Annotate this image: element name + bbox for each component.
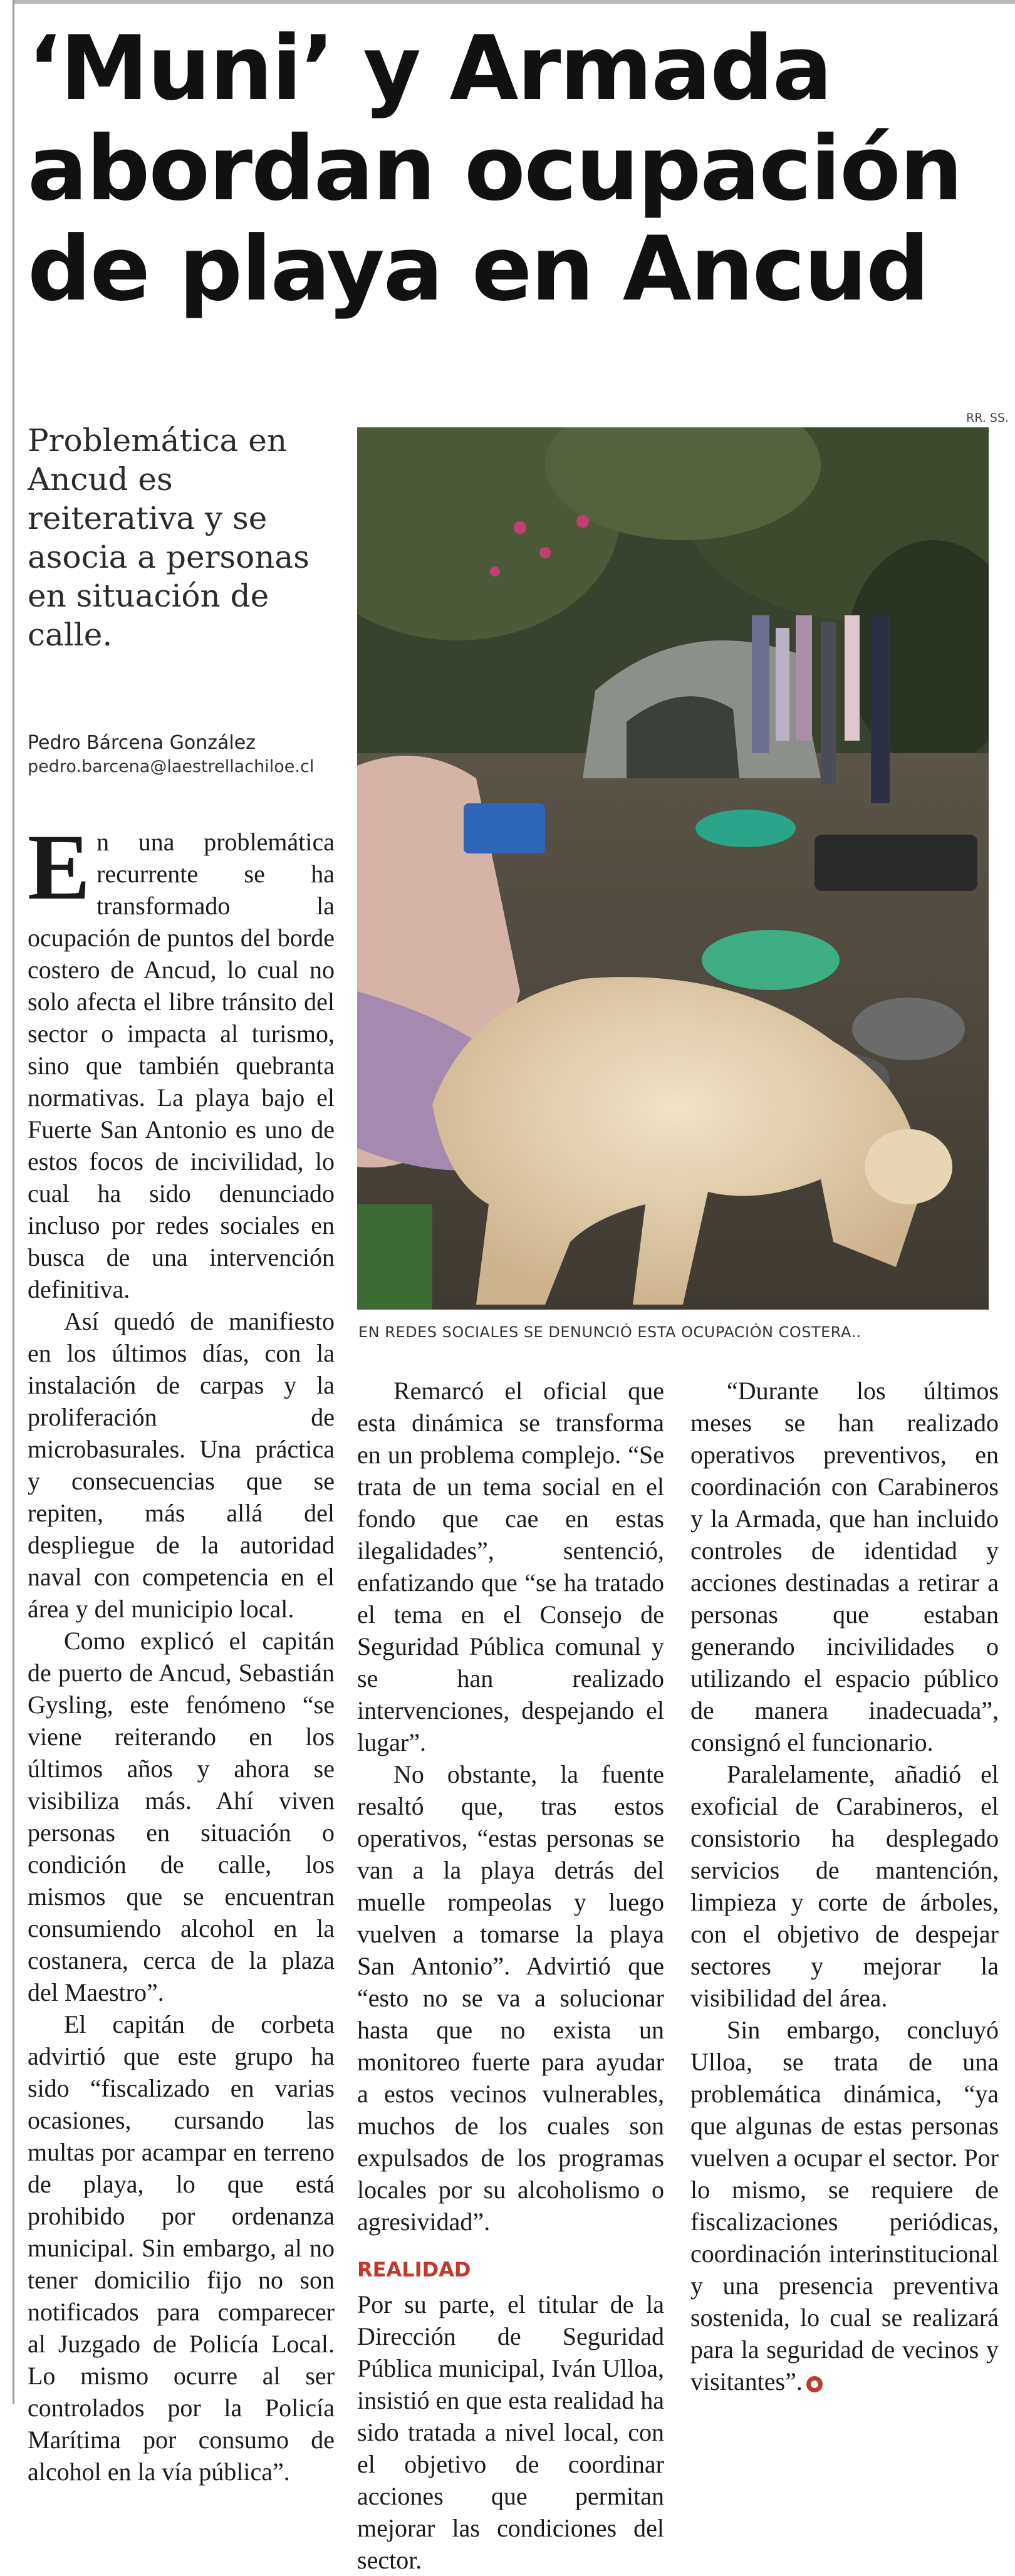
paragraph-1: En una problemática recurrente se ha transformado la ocupación de puntos del borde costero de Ancud, lo cual no solo afecta el libre tránsito del sector o impacta al turismo, sino que también quebranta normativas. La playa bajo el Fuerte San Antonio es uno de estos focos de incivilidad, lo cual ha sido denunciado incluso por redes sociales en busca de una intervención definitiva.: [28, 815, 335, 1303]
headline-line-1: ‘Muni’ y Armada: [28, 17, 831, 120]
paragraph-9: Paralelamente, añadió el exoficial de Carabineros, el consistorio ha desplegado servicios de mantención, limpieza y corte de árboles, con el objetivo de despejar sectores y mejorar la visibilidad del área.: [690, 1760, 999, 2012]
headline-line-2: abordan ocupación: [28, 117, 962, 221]
left-rule: [13, 0, 14, 2404]
paragraph-6: No obstante, la fuente resaltó que, tras estos operativos, “estas personas se van a la playa detrás del muelle rompeolas y luego vuelven a tomarse la playa San Antonio”. Advirtió que “esto no se va a solucionar hasta que no exista un monitoreo fuerte para ayudar a estos vecinos vulnerables, muchos de los cuales son expulsados de los programas locales por su alcoholismo o agresividad”.: [357, 1760, 664, 2236]
drop-cap: E: [28, 815, 91, 919]
paragraph-3: Como explicó el capitán de puerto de Ancud, Sebastián Gysling, este fenómeno “se viene reiterando en los últimos años y ahora se visibiliza más. Ahí viven personas en situación o condición de calle, los mismos que se encuentran consumiendo alcohol en la costanera, cerca de la plaza del Maestro”.: [28, 1627, 335, 2006]
end-mark-icon: [806, 2376, 823, 2392]
paragraph-8: “Durante los últimos meses se han realizado operativos preventivos, en coordinación con Carabineros y la Armada, que han incluido controles de identidad y acciones destinadas a retirar a personas que estaban generando incivilidades o utilizando el espacio público de manera inadecuada”, consignó el funcionario.: [690, 1377, 999, 1756]
article-column-2: [357, 1375, 664, 2576]
paragraph-2: Así quedó de manifiesto en los últimos días, con la instalación de carpas y la proliferación de microbasurales. Una práctica y consecuencias que se repiten, más allá del despliegue de la autoridad naval con competencia en el área y del municipio local.: [28, 1307, 335, 1623]
byline-email: pedro.barcena@laestrellachiloe.cl: [28, 757, 315, 776]
headline-line-3: de playa en Ancud: [28, 217, 929, 321]
photo-credit: RR. SS.: [966, 411, 1009, 425]
headline: [28, 19, 1005, 320]
paragraph-7: Por su parte, el titular de la Dirección de Seguridad Pública municipal, Iván Ulloa, insistió en que esta realidad ha sido tratada a nivel local, con el objetivo de coordinar acciones que permitan mejorar las condiciones del sector.: [357, 2290, 664, 2574]
paragraph-5: Remarcó el oficial que esta dinámica se transforma en un problema complejo. “Se trata de un tema social en el fondo que cae en estas ilegalidades”, sentenció, enfatizando que “se ha tratado el tema en el Consejo de Seguridad Pública comunal y se han realizado intervenciones, despejando el lugar”.: [357, 1377, 664, 1756]
news-photo: [357, 427, 989, 1310]
section-title: REALIDAD: [357, 2258, 471, 2281]
article-column-1: [28, 815, 335, 2488]
article-column-3: [690, 1375, 999, 2397]
paragraph-4: El capitán de corbeta advirtió que este grupo ha sido “fiscalizado en varias ocasiones, cursando las multas por acampar en terreno de playa, lo que está prohibido por ordenanza municipal. Sin embargo, al no tener domicilio fijo no son notificados para comparecer al Juzgado de Policía Local. Lo mismo ocurre al ser controlados por la Policía Marítima por consumo de alcohol en la vía pública”.: [28, 2010, 335, 2486]
photo-caption: EN REDES SOCIALES SE DENUNCIÓ ESTA OCUPACIÓN COSTERA..: [358, 1323, 861, 1341]
subheadline: Problemática en Ancud es reiterativa y se asocia a personas en situación de calle.: [28, 422, 310, 653]
byline-name: Pedro Bárcena González: [28, 732, 256, 754]
paragraph-10: Sin embargo, concluyó Ulloa, se trata de una problemática dinámica, “ya que algunas de estas personas vuelven a ocupar el sector. Por lo mismo, se requiere de fiscalizaciones periódicas, coordinación interinstitucional y una presencia preventiva sostenida, lo cual se realizará para la seguridad de vecinos y visitantes”.: [690, 2016, 999, 2396]
top-rule: [13, 0, 1015, 4]
